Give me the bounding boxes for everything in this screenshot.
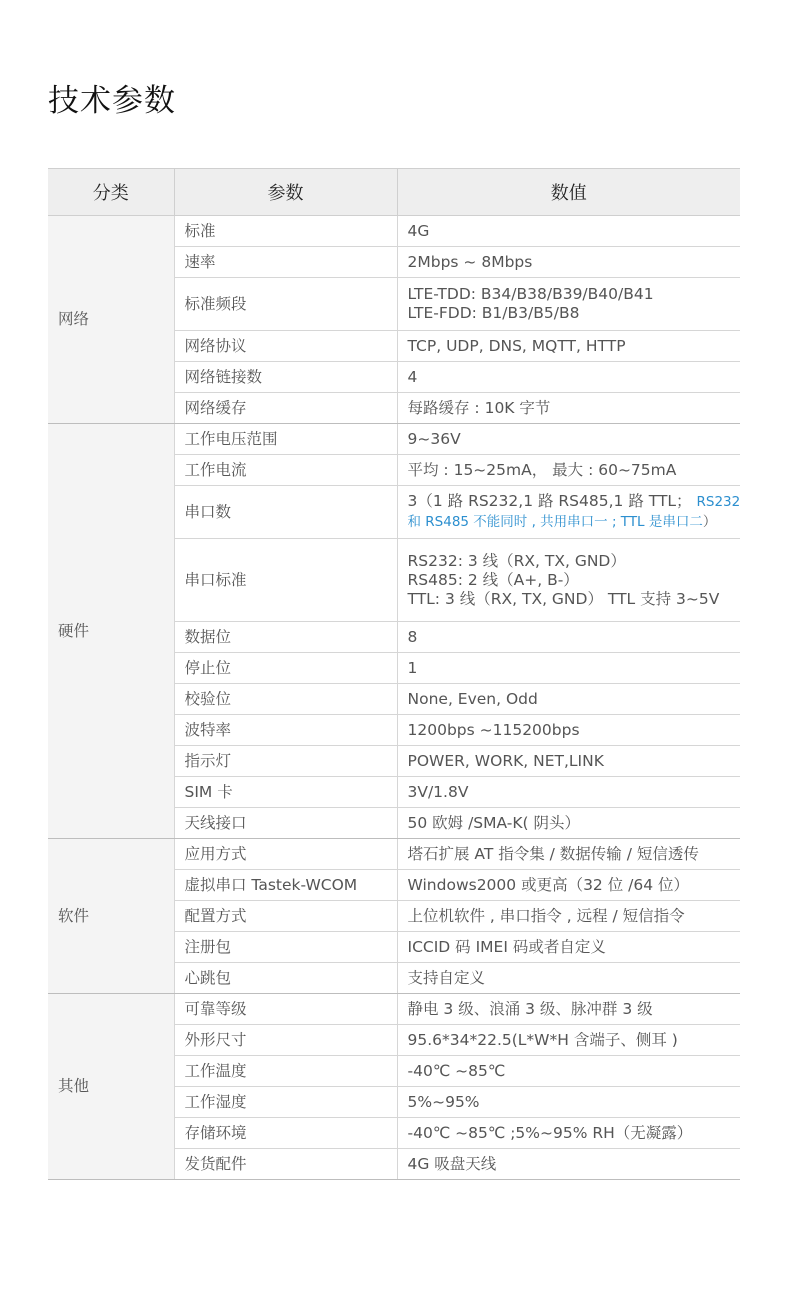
category-other: 其他	[48, 994, 174, 1180]
value-cell: POWER, WORK, NET,LINK	[397, 746, 740, 777]
value-cell: 95.6*34*22.5(L*W*H 含端子、侧耳 )	[397, 1025, 740, 1056]
table-row	[48, 216, 740, 247]
value-cell: 3V/1.8V	[397, 777, 740, 808]
spec-table	[48, 168, 740, 1180]
param-cell: 存储环境	[174, 1118, 397, 1149]
value-cell	[397, 539, 740, 622]
value-cell: 5%~95%	[397, 1087, 740, 1118]
value-cell: 9~36V	[397, 424, 740, 455]
table-header-row	[48, 169, 740, 216]
header-parameter: 参数	[174, 169, 397, 216]
param-cell: 天线接口	[174, 808, 397, 839]
param-cell: 串口标准	[174, 539, 397, 622]
value-cell: 4G 吸盘天线	[397, 1149, 740, 1180]
value-line: LTE-TDD: B34/B38/B39/B40/B41	[407, 285, 654, 303]
value-cell: ICCID 码 IMEI 码或者自定义	[397, 932, 740, 963]
value-cell: 4G	[397, 216, 740, 247]
category-software: 软件	[48, 839, 174, 994]
value-cell: 50 欧姆 /SMA-K( 阴头）	[397, 808, 740, 839]
param-cell: 波特率	[174, 715, 397, 746]
value-cell: 每路缓存 : 10K 字节	[397, 393, 740, 424]
param-cell: 网络链接数	[174, 362, 397, 393]
value-text: ）	[702, 514, 717, 530]
param-cell: 心跳包	[174, 963, 397, 994]
value-line: RS485: 2 线（A+, B-）	[407, 570, 579, 589]
param-cell: 配置方式	[174, 901, 397, 932]
value-line	[408, 492, 741, 512]
category-network: 网络	[48, 216, 174, 424]
value-cell: 8	[397, 622, 740, 653]
value-cell: None, Even, Odd	[397, 684, 740, 715]
param-cell: 速率	[174, 247, 397, 278]
param-cell: 外形尺寸	[174, 1025, 397, 1056]
page-title: 技术参数	[48, 83, 176, 119]
value-cell: TCP, UDP, DNS, MQTT, HTTP	[397, 331, 740, 362]
value-line: LTE-FDD: B1/B3/B5/B8	[407, 304, 580, 322]
param-cell: 应用方式	[174, 839, 397, 870]
value-cell: 上位机软件 , 串口指令 , 远程 / 短信指令	[397, 901, 740, 932]
value-cell: -40℃ ~85℃	[397, 1056, 740, 1087]
param-cell: 网络缓存	[174, 393, 397, 424]
param-cell: 工作电压范围	[174, 424, 397, 455]
param-cell: SIM 卡	[174, 777, 397, 808]
header-value: 数值	[397, 169, 740, 216]
value-note: RS232	[696, 494, 740, 510]
value-line: RS232: 3 线（RX, TX, GND）	[407, 551, 626, 570]
value-cell: 1200bps ~115200bps	[397, 715, 740, 746]
value-text: 3（1 路 RS232,1 路 RS485,1 路 TTL；	[407, 492, 692, 510]
value-line	[408, 512, 741, 532]
value-cell: -40℃ ~85℃ ;5%~95% RH（无凝露）	[397, 1118, 740, 1149]
param-cell: 数据位	[174, 622, 397, 653]
param-cell: 注册包	[174, 932, 397, 963]
value-cell	[397, 486, 740, 539]
param-cell: 标准	[174, 216, 397, 247]
value-cell: 4	[397, 362, 740, 393]
value-cell: Windows2000 或更高（32 位 /64 位）	[397, 870, 740, 901]
value-cell: 支持自定义	[397, 963, 740, 994]
param-cell: 虚拟串口 Tastek-WCOM	[174, 870, 397, 901]
value-cell: 1	[397, 653, 740, 684]
param-cell: 校验位	[174, 684, 397, 715]
param-cell: 工作电流	[174, 455, 397, 486]
value-note: 和 RS485 不能同时 , 共用串口一 ; TTL 是串口二	[407, 514, 703, 530]
value-cell: 2Mbps ~ 8Mbps	[397, 247, 740, 278]
table-row	[48, 839, 740, 870]
category-hardware: 硬件	[48, 424, 174, 839]
value-cell: 塔石扩展 AT 指令集 / 数据传输 / 短信透传	[397, 839, 740, 870]
value-cell	[397, 278, 740, 331]
value-cell: 静电 3 级、浪涌 3 级、脉冲群 3 级	[397, 994, 740, 1025]
param-cell: 停止位	[174, 653, 397, 684]
param-cell: 工作温度	[174, 1056, 397, 1087]
param-cell: 串口数	[174, 486, 397, 539]
value-line: TTL: 3 线（RX, TX, GND） TTL 支持 3~5V	[407, 589, 720, 608]
param-cell: 网络协议	[174, 331, 397, 362]
param-cell: 指示灯	[174, 746, 397, 777]
param-cell: 发货配件	[174, 1149, 397, 1180]
param-cell: 工作湿度	[174, 1087, 397, 1118]
table-row	[48, 424, 740, 455]
param-cell: 标准频段	[174, 278, 397, 331]
param-cell: 可靠等级	[174, 994, 397, 1025]
table-row	[48, 994, 740, 1025]
header-category: 分类	[48, 169, 174, 216]
value-cell: 平均 : 15~25mA， 最大 : 60~75mA	[397, 455, 740, 486]
